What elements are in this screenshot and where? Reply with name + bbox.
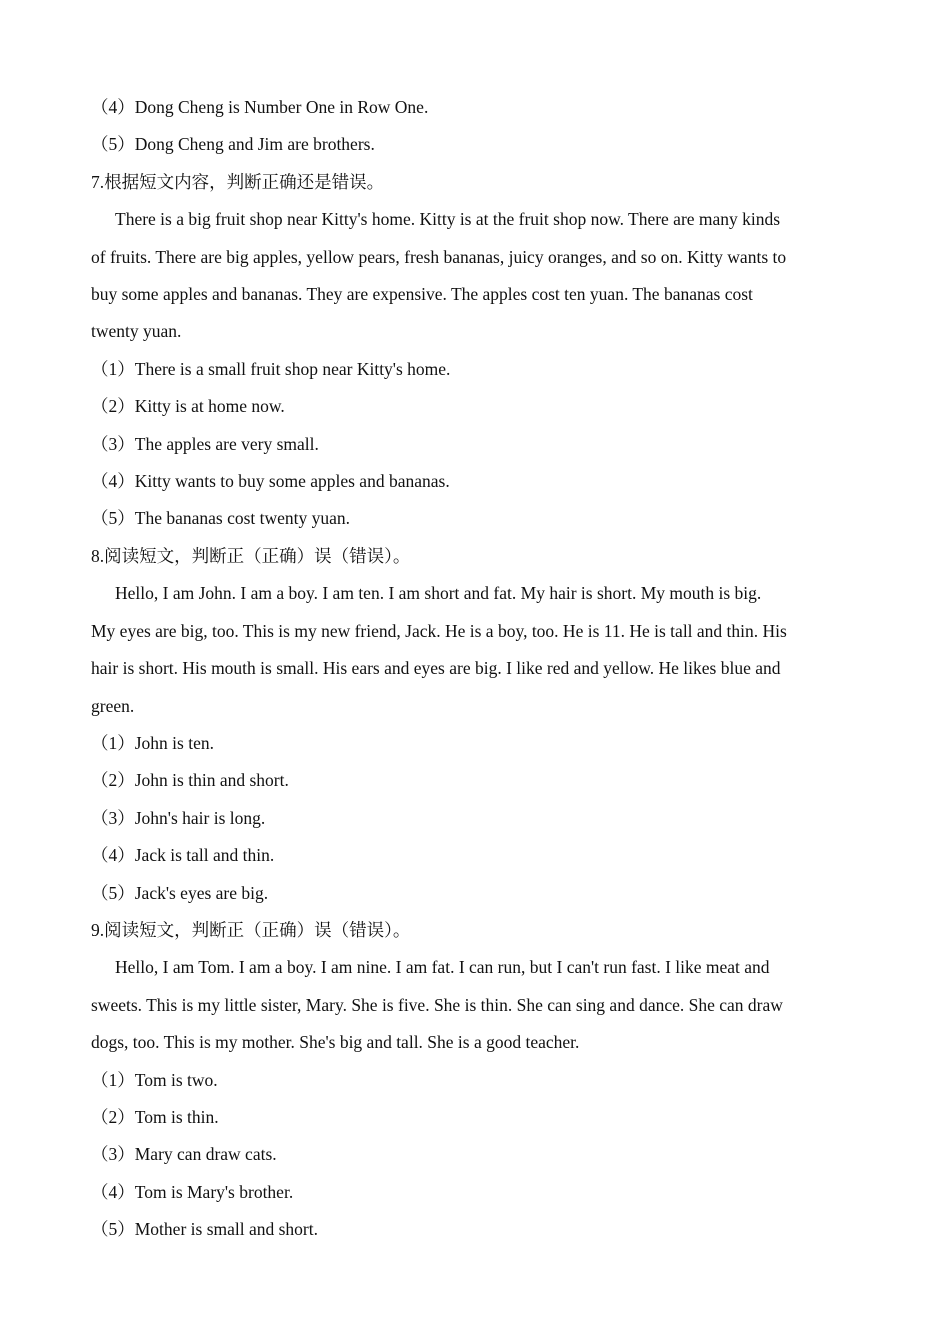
- question-item: （3）The apples are very small.: [91, 433, 319, 454]
- passage-line: green.: [91, 695, 135, 716]
- question-item: （4）Dong Cheng is Number One in Row One.: [91, 97, 429, 117]
- passage-line: My eyes are big, too. This is my new friend, Jack. He is a boy, too. He is 11. He is tall and thin. His: [91, 620, 787, 641]
- question-item: （1）Tom is two.: [91, 1069, 218, 1090]
- question-item: （4）Tom is Mary's brother.: [91, 1181, 294, 1202]
- question-item: （3）John's hair is long.: [91, 807, 266, 828]
- section-heading: 8.阅读短文，判断正（正确）误（错误）。: [91, 545, 411, 566]
- passage-line: buy some apples and bananas. They are expensive. The apples cost ten yuan. The bananas cost: [91, 284, 753, 305]
- question-item: （2）Tom is thin.: [91, 1106, 219, 1127]
- question-item: （3）Mary can draw cats.: [91, 1144, 277, 1165]
- section-8: [91, 538, 861, 912]
- question-item: （5）Mother is small and short.: [91, 1219, 318, 1240]
- passage-line: of fruits. There are big apples, yellow pears, fresh bananas, juicy oranges, and so on. Kitty wants to: [91, 246, 787, 267]
- section-heading: 9.阅读短文，判断正（正确）误（错误）。: [91, 919, 411, 940]
- section-7: [91, 164, 861, 538]
- passage-line: sweets. This is my little sister, Mary. She is five. She is thin. She can sing and dance. She can draw: [91, 994, 783, 1015]
- question-item: （5）The bananas cost twenty yuan.: [91, 508, 351, 529]
- question-item: （1）There is a small fruit shop near Kitty's home.: [91, 358, 451, 379]
- question-item: （5）Dong Cheng and Jim are brothers.: [91, 134, 375, 155]
- passage-line: Hello, I am John. I am a boy. I am ten. I am short and fat. My hair is short. My mouth is big.: [115, 583, 762, 604]
- passage-line: hair is short. His mouth is small. His ears and eyes are big. I like red and yellow. He likes blue and: [91, 658, 781, 679]
- passage-line: Hello, I am Tom. I am a boy. I am nine. I am fat. I can run, but I can't run fast. I like meat and: [115, 957, 770, 978]
- passage-line: There is a big fruit shop near Kitty's home. Kitty is at the fruit shop now. There are many kinds: [115, 209, 781, 230]
- question-item: （5）Jack's eyes are big.: [91, 882, 269, 903]
- question-item: （4）Jack is tall and thin.: [91, 845, 275, 866]
- section-heading: 7.根据短文内容，判断正确还是错误。: [91, 171, 385, 192]
- reading-passage: [91, 949, 861, 1061]
- question-item: （2）Kitty is at home now.: [91, 396, 285, 417]
- section-6-tail: [91, 89, 861, 164]
- section-9: [91, 912, 861, 1249]
- reading-passage: [91, 201, 861, 351]
- passage-line: dogs, too. This is my mother. She's big and tall. She is a good teacher.: [91, 1032, 580, 1053]
- question-item: （1）John is ten.: [91, 732, 214, 753]
- document-content: [91, 89, 861, 1249]
- passage-line: twenty yuan.: [91, 321, 182, 342]
- reading-passage: [91, 575, 861, 725]
- question-item: （4）Kitty wants to buy some apples and bananas.: [91, 471, 450, 492]
- question-item: （2）John is thin and short.: [91, 770, 289, 791]
